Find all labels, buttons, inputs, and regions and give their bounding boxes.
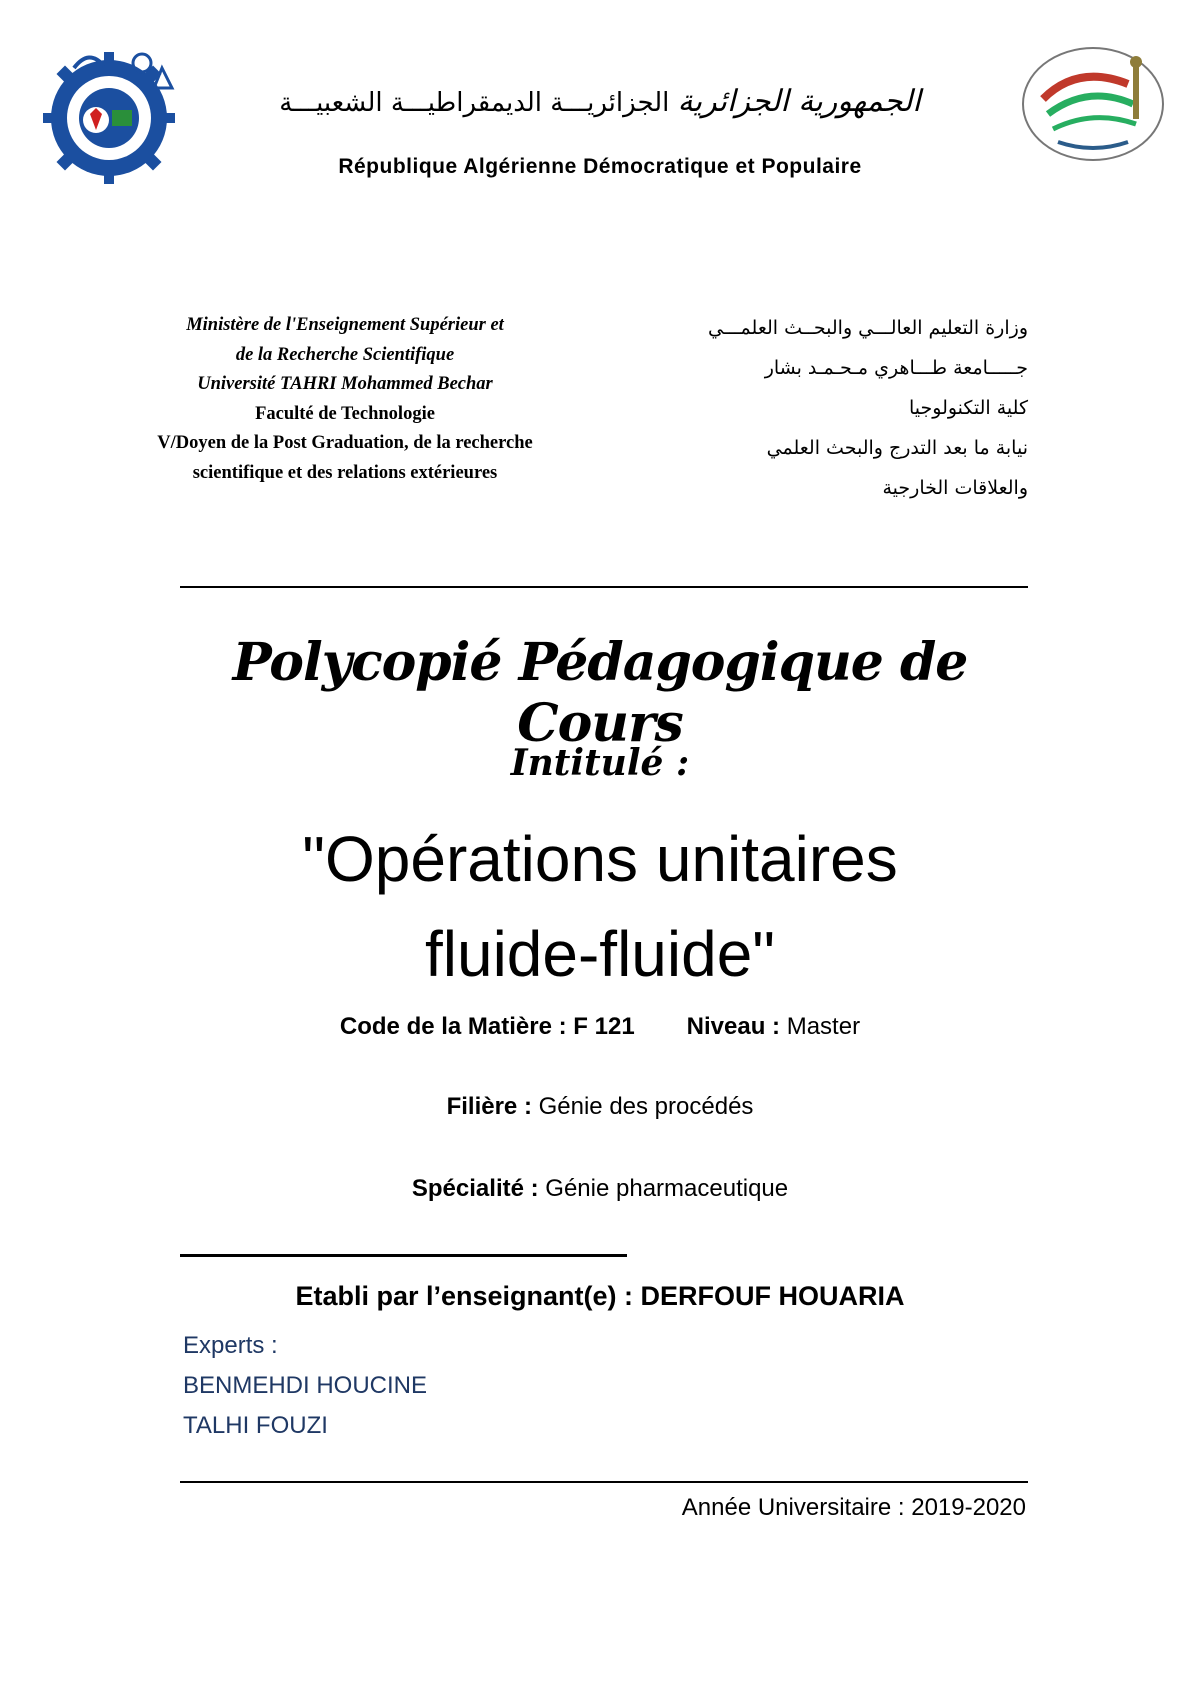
course-title-line1: "Opérations unitaires [302, 823, 898, 895]
ministry-ar-line4: نيابة ما بعد التدرج والبحث العلمي [766, 437, 1028, 459]
academic-year: Année Universitaire : 2019-2020 [681, 1494, 1026, 1521]
ministry-fr-line6: scientifique et des relations extérieures [192, 462, 498, 483]
arabic-republic-small: الجزائريـــة الديمقراطيـــة الشعبيـــة [279, 88, 670, 118]
divider-short [180, 1254, 627, 1257]
ministry-fr-line3: Université TAHRI Mohammed Bechar [197, 374, 493, 394]
document-intitule-label: Intitulé : [510, 742, 690, 784]
filiere-label: Filière : [446, 1093, 532, 1120]
ministry-fr-line4: Faculté de Technologie [255, 403, 435, 424]
arabic-republic-title [250, 84, 950, 119]
ministry-fr-line2: de la Recherche Scientifique [235, 344, 455, 365]
ministry-ar-line3: كلية التكنولوجيا [908, 397, 1028, 419]
experts-block [183, 1326, 427, 1446]
ministry-ar-line2: جـــــامعة طـــاهري مـحـمـد بشار [764, 357, 1028, 379]
university-logo [1018, 44, 1168, 164]
ministry-ar-line5: والعلاقات الخارجية [882, 477, 1028, 499]
specialite-label: Spécialité : [411, 1175, 539, 1202]
document-type-title: Polycopié Pédagogique de Cours [232, 632, 968, 754]
ministry-fr-line1: Ministère de l'Enseignement Supérieur et [186, 315, 504, 335]
expert-name: BENMEHDI HOUCINE [183, 1372, 428, 1399]
filiere-value: Génie des procédés [538, 1093, 754, 1120]
french-republic-title: République Algérienne Démocratique et Populaire [338, 155, 862, 178]
divider-top [180, 586, 1028, 588]
course-code: Code de la Matière : F 121 [339, 1013, 635, 1040]
expert-name: TALHI FOUZI [183, 1412, 328, 1439]
author-line: Etabli par l’enseignant(e) : DERFOUF HOUARIA [295, 1281, 905, 1311]
experts-label: Experts : [183, 1332, 278, 1359]
divider-bottom [180, 1481, 1028, 1483]
ministry-fr-line5: V/Doyen de la Post Graduation, de la recherche [157, 433, 533, 453]
specialite-value: Génie pharmaceutique [545, 1175, 789, 1202]
french-ministry-block [110, 311, 580, 488]
level-value: Master [786, 1013, 861, 1040]
course-title [150, 812, 1050, 1002]
course-title-line2: fluide-fluide" [424, 918, 776, 990]
arabic-ministry-block [620, 308, 1028, 508]
ministry-ar-line1: وزارة التعليم العالـــي والبحــث العلمـــي [708, 317, 1028, 339]
faculty-logo [34, 38, 184, 188]
level-label: Niveau : [686, 1013, 781, 1040]
code-level-line [150, 1013, 1050, 1041]
filiere-line [150, 1093, 1050, 1121]
arabic-republic-big: الجمهورية الجزائرية [677, 84, 921, 119]
specialite-line [150, 1175, 1050, 1203]
